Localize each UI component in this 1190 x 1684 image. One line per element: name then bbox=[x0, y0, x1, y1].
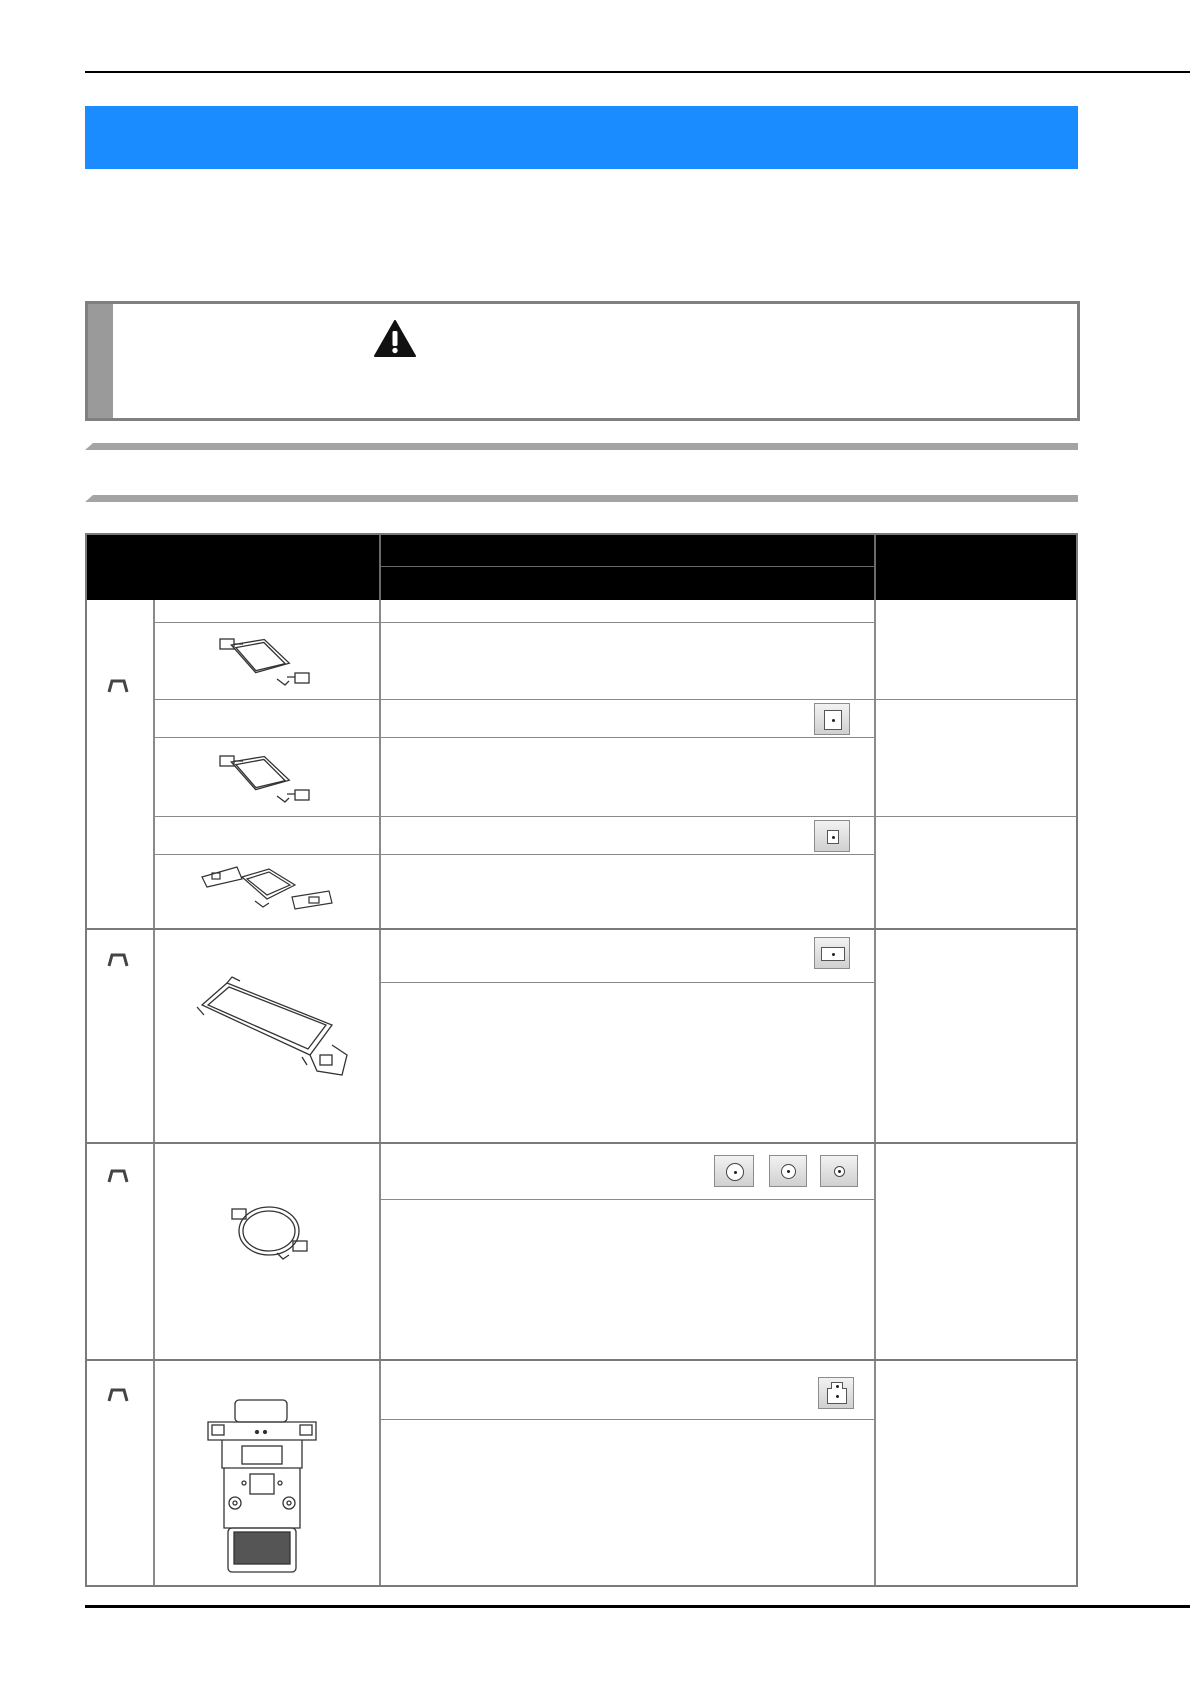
rectangular-hoop-image bbox=[215, 627, 315, 697]
row-divider bbox=[153, 854, 874, 855]
table-header bbox=[87, 535, 1076, 600]
row-divider bbox=[153, 699, 1076, 700]
hoop-frame-icon bbox=[107, 953, 129, 967]
wide-rectangle-hoop-key-icon[interactable] bbox=[814, 937, 850, 969]
row-divider bbox=[153, 622, 874, 623]
caution-box bbox=[85, 301, 1080, 421]
round-hoop-image bbox=[227, 1195, 317, 1267]
large-rectangular-hoop-image bbox=[192, 975, 352, 1085]
medium-round-hoop-key-icon[interactable] bbox=[769, 1155, 807, 1187]
hoop-frame-icon bbox=[107, 1169, 129, 1183]
large-round-hoop-key-icon[interactable] bbox=[714, 1155, 754, 1187]
header-divider bbox=[380, 566, 874, 567]
cap-frame-image bbox=[202, 1398, 322, 1578]
row-divider bbox=[153, 816, 1076, 817]
small-round-hoop-key-icon[interactable] bbox=[820, 1155, 858, 1187]
hoop-frame-icon bbox=[107, 679, 129, 693]
header-divider bbox=[379, 535, 381, 600]
rectangular-hoop-image bbox=[215, 743, 315, 815]
section-rule bbox=[85, 443, 1078, 450]
group-divider bbox=[87, 1142, 1076, 1144]
column-divider bbox=[874, 600, 876, 1585]
group-divider bbox=[87, 1359, 1076, 1361]
square-hoop-key-icon[interactable] bbox=[814, 703, 850, 735]
group-divider bbox=[87, 928, 1076, 930]
row-divider bbox=[379, 1419, 874, 1420]
hoop-table bbox=[85, 533, 1078, 1587]
caution-stripe bbox=[88, 304, 113, 418]
row-divider bbox=[153, 737, 874, 738]
warning-triangle-icon bbox=[374, 320, 416, 357]
bottom-rule bbox=[85, 1605, 1190, 1608]
header-divider bbox=[874, 535, 876, 600]
title-bar bbox=[85, 106, 1078, 169]
column-divider bbox=[153, 600, 155, 1585]
cap-frame-key-icon[interactable] bbox=[818, 1377, 854, 1409]
small-square-hoop-key-icon[interactable] bbox=[814, 820, 850, 852]
row-divider bbox=[379, 982, 874, 983]
small-hoop-image bbox=[197, 857, 337, 927]
row-divider bbox=[379, 1199, 874, 1200]
section-rule bbox=[85, 495, 1078, 502]
column-divider bbox=[379, 600, 381, 1585]
top-rule bbox=[85, 71, 1190, 73]
hoop-frame-icon bbox=[107, 1388, 129, 1402]
